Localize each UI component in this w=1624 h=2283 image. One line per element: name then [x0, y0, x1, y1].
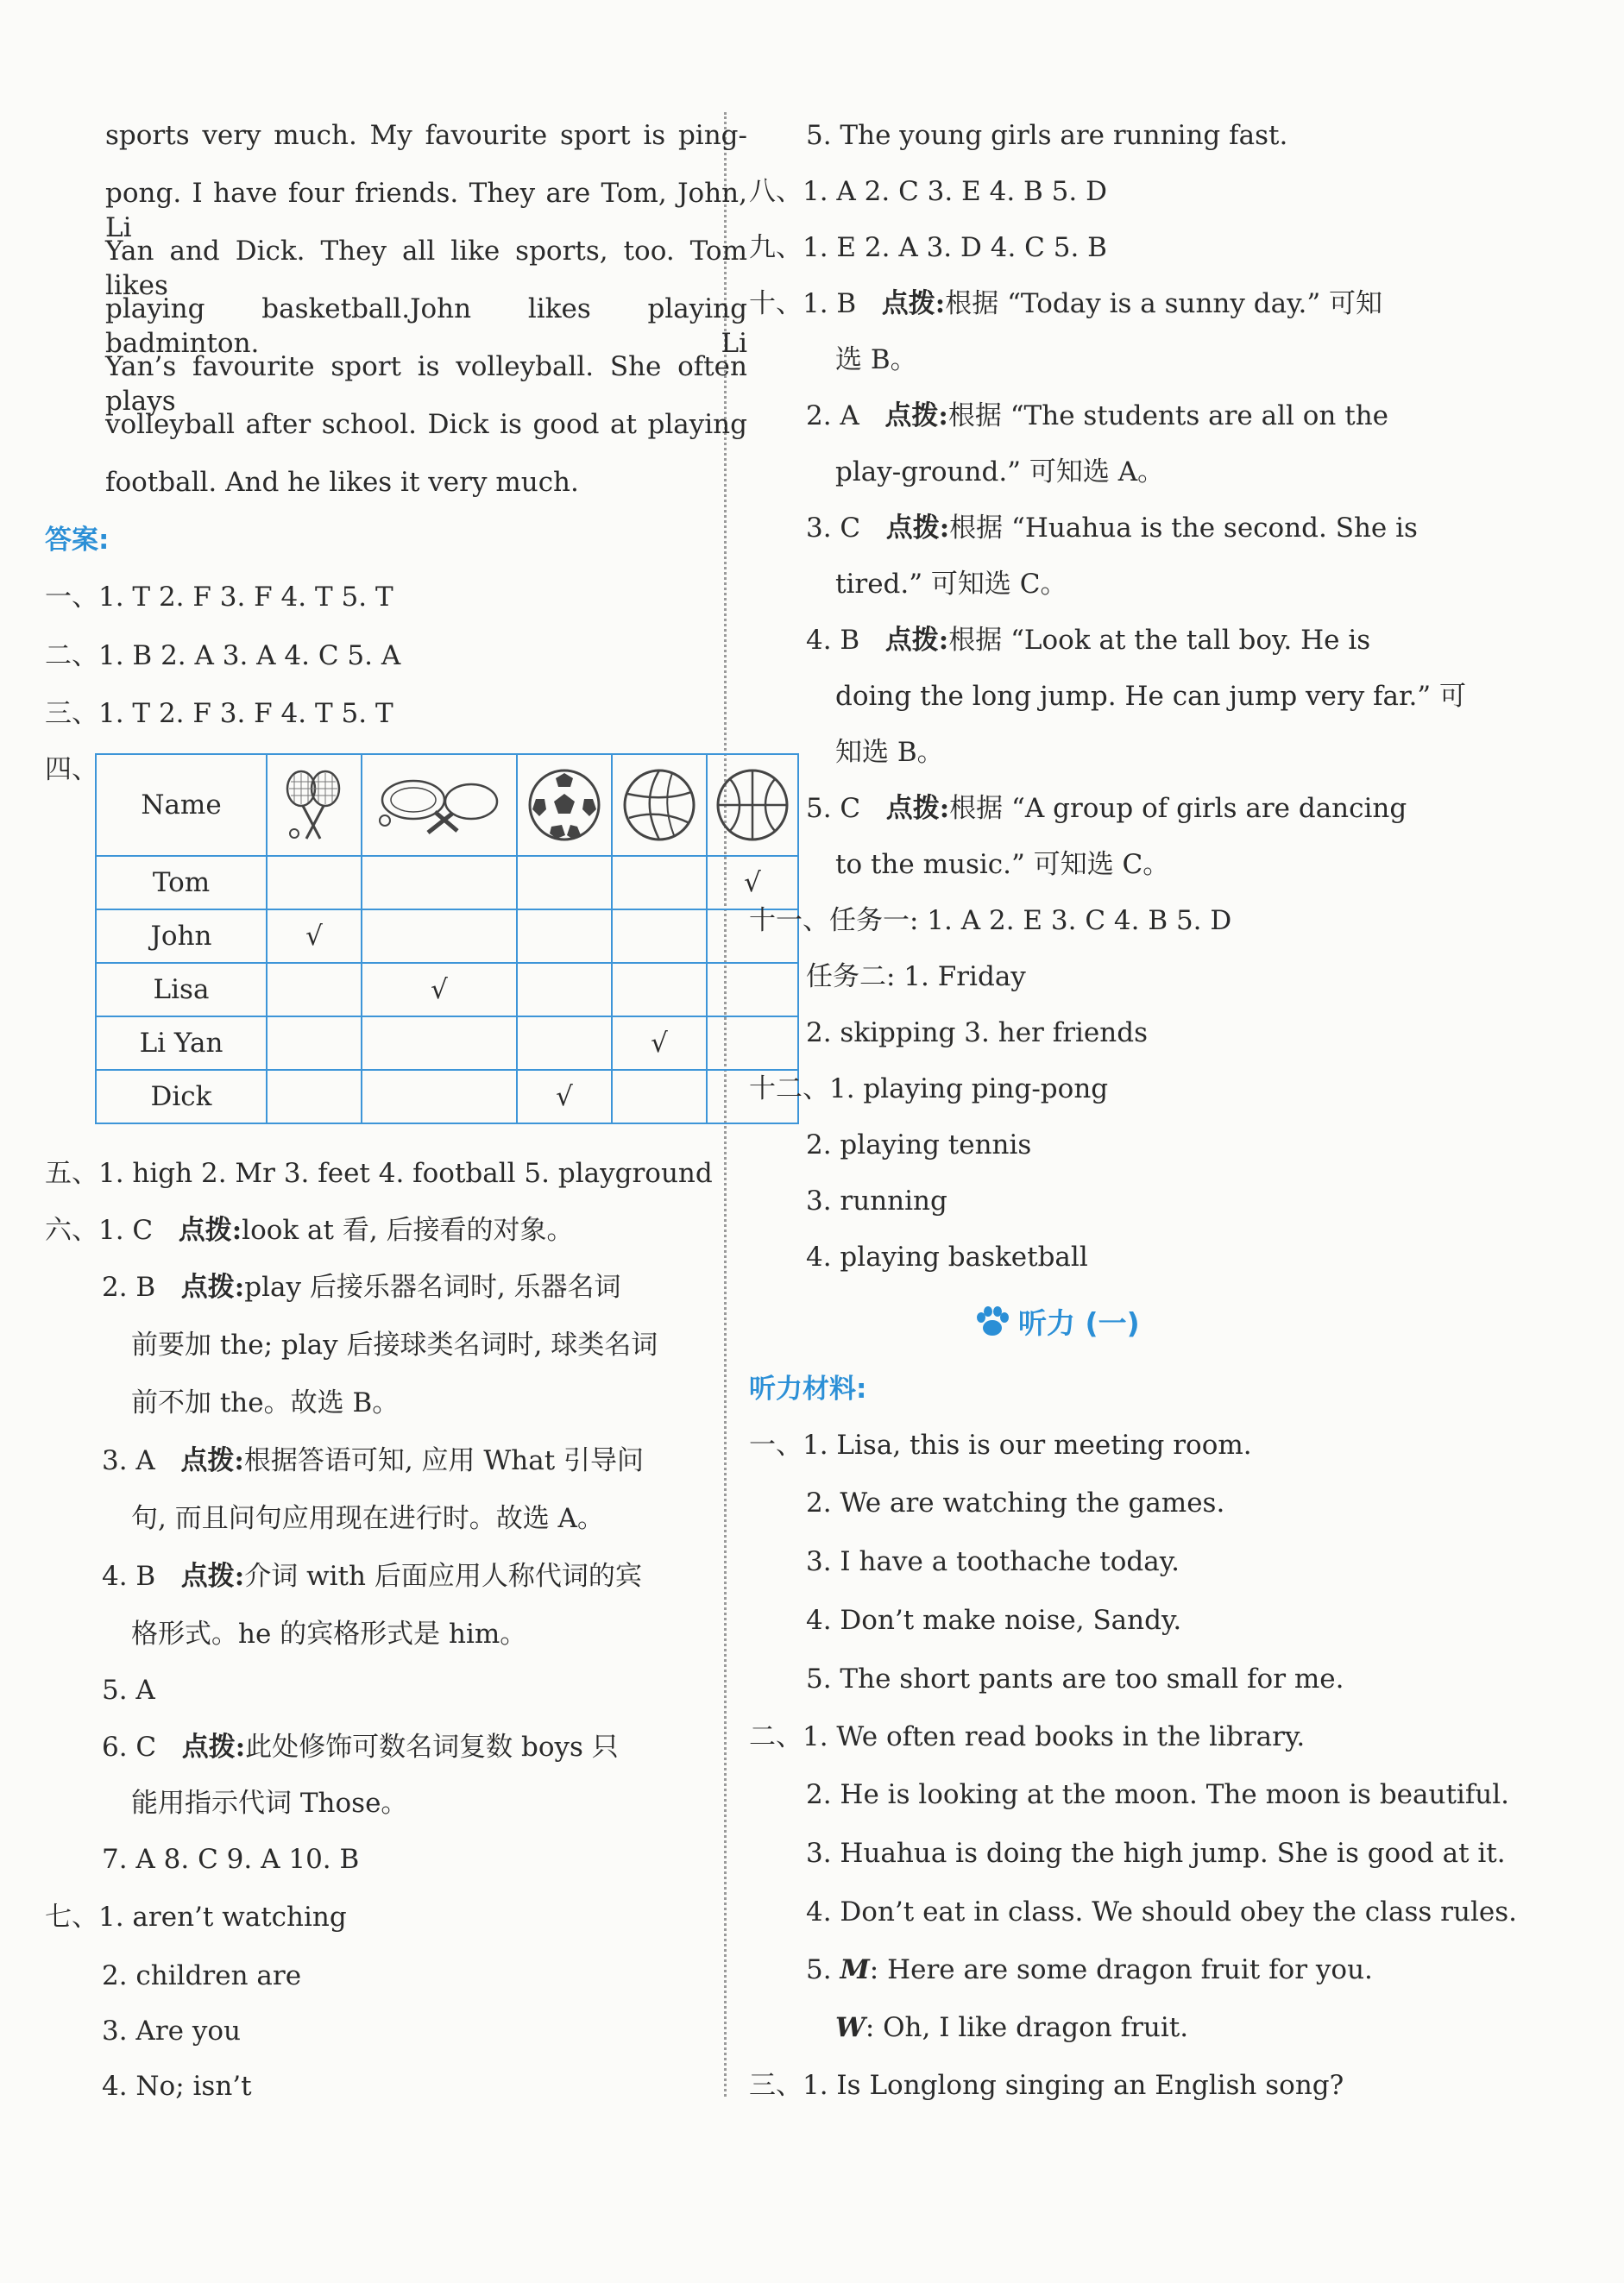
answer-line: 2. children are — [102, 1960, 302, 1991]
row-name: Lisa — [96, 963, 267, 1016]
tick-mark: √ — [267, 909, 362, 963]
answer-line: 5. C 点拨:根据 “A group of girls are dancing — [806, 793, 1407, 824]
answer-line: 前要加 the; play 后接球类名词时, 球类名词 — [131, 1330, 658, 1361]
script-line: 3. I have a toothache today. — [806, 1546, 1180, 1577]
answer-line: 九、1. E 2. A 3. D 4. C 5. B — [749, 232, 1107, 263]
answer-line: 2. A 点拨:根据 “The students are all on the — [806, 400, 1389, 431]
reading-line: volleyball after school. Dick is good at playing — [105, 409, 747, 440]
answer-line: 4. B 点拨:介词 with 后面应用人称代词的宾 — [102, 1561, 642, 1592]
reading-line: football. And he likes it very much. — [105, 467, 579, 498]
answer-line: 3. Are you — [102, 2016, 241, 2047]
answer-line: play-ground.” 可知选 A。 — [835, 456, 1165, 487]
answer-line: 五、1. high 2. Mr 3. feet 4. football 5. playground — [45, 1158, 713, 1189]
tick-mark: √ — [707, 856, 798, 909]
answer-line: 十、1. B 点拨:根据 “Today is a sunny day.” 可知 — [749, 288, 1383, 319]
answer-line: 句, 而且问句应用现在进行时。故选 A。 — [131, 1503, 604, 1534]
script-line: 2. He is looking at the moon. The moon is beautiful. — [806, 1779, 1510, 1810]
reading-line: playing basketball.John likes playing badminton. Li — [105, 293, 747, 359]
answer-line: 能用指示代词 Those。 — [131, 1788, 408, 1819]
answer-line: 3. A 点拨:根据答语可知, 应用 What 引导问 — [102, 1445, 645, 1476]
script-line: 一、1. Lisa, this is our meeting room. — [749, 1430, 1252, 1461]
tick-mark: √ — [362, 963, 517, 1016]
ping-pong-icon — [362, 754, 517, 856]
basketball-icon — [707, 754, 798, 856]
answer-line: 四、 — [45, 754, 98, 785]
row-name: Dick — [96, 1070, 267, 1123]
answer-line: 选 B。 — [835, 344, 917, 375]
script-line: 三、1. Is Longlong singing an English song? — [749, 2070, 1344, 2101]
answer-line: 十一、任务一: 1. A 2. E 3. C 4. B 5. D — [749, 905, 1232, 936]
script-line: 3. Huahua is doing the high jump. She is good at it. — [806, 1838, 1506, 1869]
reading-line: Yan’s favourite sport is volleyball. She often plays — [105, 351, 747, 417]
sports-table — [95, 753, 799, 1124]
answer-line: 六、1. C 点拨:look at 看, 后接看的对象。 — [45, 1215, 574, 1246]
row-name: Li Yan — [96, 1016, 267, 1070]
script-line: W: Oh, I like dragon fruit. — [835, 2012, 1189, 2043]
script-line: 5. The short pants are too small for me. — [806, 1664, 1344, 1695]
answer-line: 7. A 8. C 9. A 10. B — [102, 1844, 360, 1875]
answer-line: tired.” 可知选 C。 — [835, 569, 1067, 600]
table-header-name: Name — [96, 754, 267, 856]
paw-icon — [975, 1306, 1010, 1344]
answer-line: 一、1. T 2. F 3. F 4. T 5. T — [45, 582, 393, 613]
answer-line: 4. playing basketball — [806, 1242, 1088, 1273]
answer-line: 3. C 点拨:根据 “Huahua is the second. She is — [806, 513, 1418, 544]
tick-mark: √ — [517, 1070, 612, 1123]
reading-line: sports very much. My favourite sport is ping- — [105, 120, 747, 151]
answer-line: 4. No; isn’t — [102, 2071, 252, 2102]
answer-line: 二、1. B 2. A 3. A 4. C 5. A — [45, 640, 401, 671]
script-line: 2. We are watching the games. — [806, 1487, 1225, 1519]
script-line: 二、1. We often read books in the library. — [749, 1721, 1306, 1752]
answer-line: 4. B 点拨:根据 “Look at the tall boy. He is — [806, 625, 1371, 656]
script-line: 4. Don’t make noise, Sandy. — [806, 1605, 1182, 1636]
football-icon — [517, 754, 612, 856]
answer-line: 八、1. A 2. C 3. E 4. B 5. D — [749, 176, 1107, 207]
row-name: John — [96, 909, 267, 963]
answer-line: 知选 B。 — [835, 737, 944, 768]
reading-line: Yan and Dick. They all like sports, too. Tom likes — [105, 236, 747, 301]
answer-line: 5. A — [102, 1675, 155, 1706]
answer-line: 5. The young girls are running fast. — [806, 120, 1288, 151]
answer-line: doing the long jump. He can jump very far.” 可 — [835, 681, 1467, 712]
answer-line: 2. playing tennis — [806, 1129, 1032, 1160]
script-line: 4. Don’t eat in class. We should obey the class rules. — [806, 1896, 1517, 1928]
tick-mark: √ — [612, 1016, 707, 1070]
answers-heading: 答案: — [45, 525, 110, 556]
row-name: Tom — [96, 856, 267, 909]
volleyball-icon — [612, 754, 707, 856]
badminton-icon — [267, 754, 362, 856]
answer-line: 格形式。he 的宾格形式是 him。 — [131, 1619, 527, 1650]
answer-line: 3. running — [806, 1186, 947, 1217]
answer-line: 任务二: 1. Friday — [806, 961, 1026, 992]
script-line: 5. M: Here are some dragon fruit for you. — [806, 1954, 1373, 1985]
answer-line: 2. skipping 3. her friends — [806, 1017, 1148, 1048]
listening-title: 听力 (一) — [975, 1301, 1140, 1344]
answer-line: 十二、1. playing ping-pong — [749, 1073, 1109, 1104]
answer-line: 七、1. aren’t watching — [45, 1902, 347, 1933]
answer-line: 三、1. T 2. F 3. F 4. T 5. T — [45, 698, 393, 729]
listening-heading: 听力材料: — [749, 1374, 867, 1405]
answer-line: 6. C 点拨:此处修饰可数名词复数 boys 只 — [102, 1732, 619, 1763]
answer-line: to the music.” 可知选 C。 — [835, 849, 1170, 880]
answer-line: 2. B 点拨:play 后接乐器名词时, 乐器名词 — [102, 1272, 621, 1303]
reading-line: pong. I have four friends. They are Tom, John, Li — [105, 178, 747, 243]
answer-line: 前不加 the。故选 B。 — [131, 1387, 400, 1418]
